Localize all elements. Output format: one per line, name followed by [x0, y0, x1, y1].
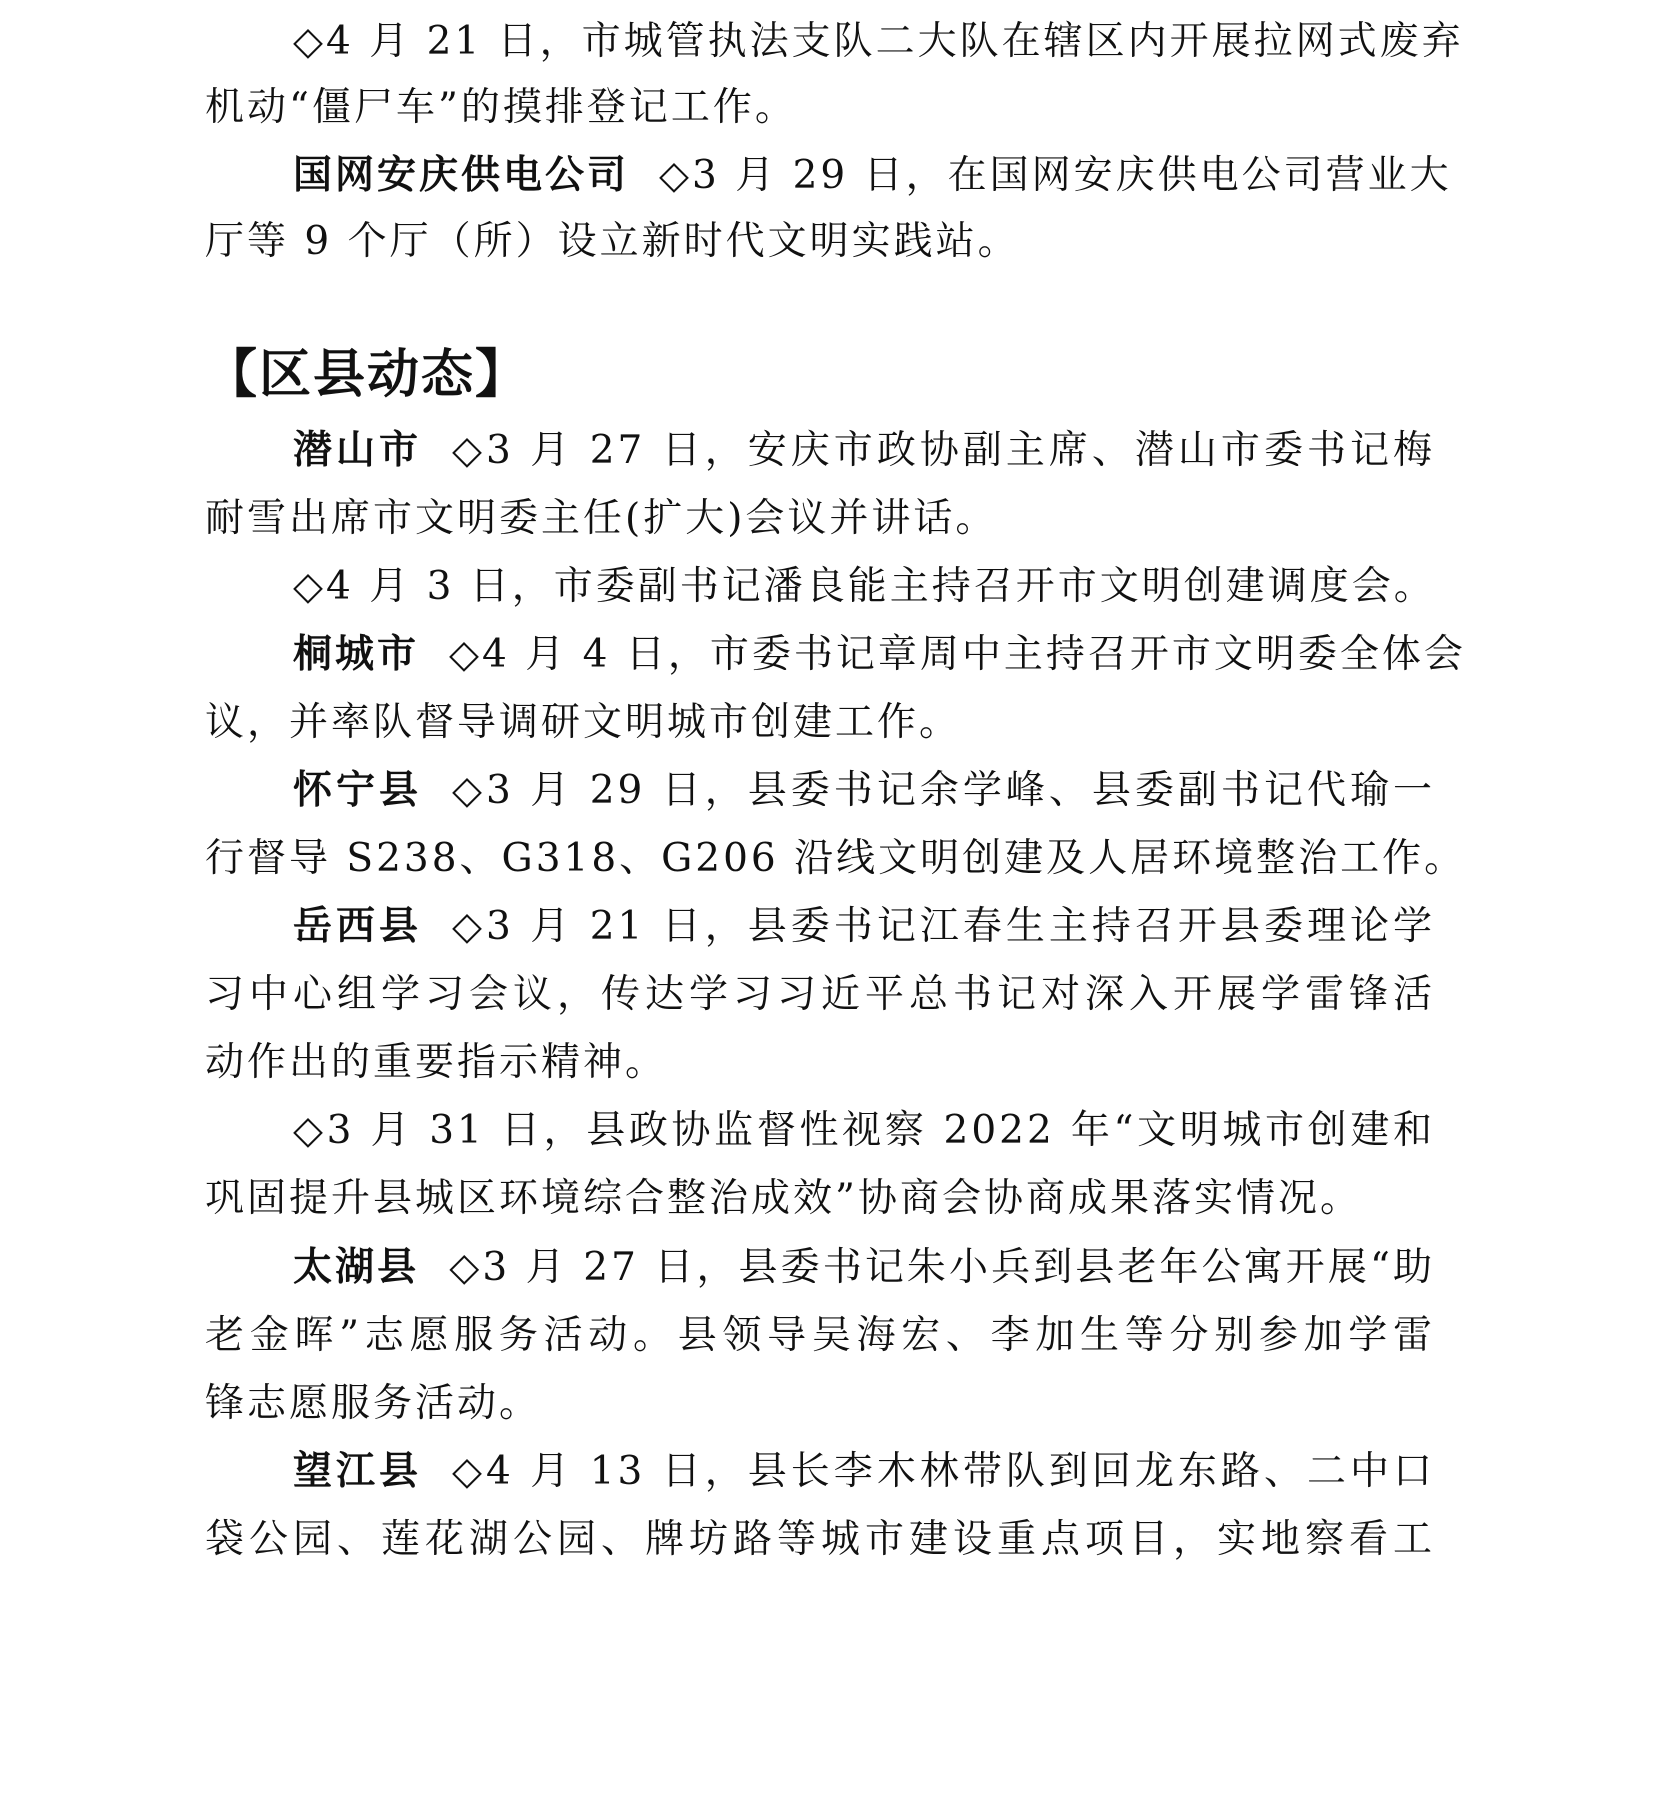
- paragraph-line: [205, 761, 1435, 821]
- paragraph-line: [205, 897, 1435, 957]
- paragraph-line: [205, 625, 1466, 685]
- paragraph-text: 厅等 9 个厅（所）设立新时代文明实践站。: [205, 219, 1020, 264]
- paragraph-text: 行督导 S238、G318、G206 沿线文明创建及人居环境整治工作。: [205, 836, 1467, 881]
- paragraph-line: [205, 693, 1435, 753]
- paragraph-text: ◇4 月 3 日，市委副书记潘良能主持召开市文明创建调度会。: [293, 564, 1436, 609]
- paragraph-line: [205, 1306, 1435, 1366]
- paragraph-line: [205, 1169, 1435, 1229]
- paragraph-text: ◇3 月 21 日，县委书记江春生主持召开县委理论学: [452, 904, 1435, 949]
- paragraph-text: ◇4 月 13 日，县长李木林带队到回龙东路、二中口: [452, 1449, 1435, 1494]
- paragraph-text: 老金晖”志愿服务活动。县领导吴海宏、李加生等分别参加学雷: [205, 1313, 1435, 1358]
- entry-label: 望江县: [293, 1449, 423, 1494]
- paragraph-text: 锋志愿服务活动。: [205, 1381, 542, 1426]
- entry-label: 桐城市: [293, 632, 420, 677]
- paragraph-line: [205, 1238, 1435, 1298]
- paragraph-text: ◇3 月 29 日，在国网安庆供电公司营业大: [659, 153, 1452, 198]
- paragraph-line: [205, 1374, 1435, 1434]
- paragraph-text: 动作出的重要指示精神。: [205, 1040, 668, 1085]
- paragraph-text: ◇3 月 31 日，县政协监督性视察 2022 年“文明城市创建和: [293, 1108, 1435, 1153]
- paragraph-text: 巩固提升县城区环境综合整治成效”协商会协商成果落实情况。: [205, 1176, 1362, 1221]
- entry-label: 国网安庆供电公司: [293, 153, 630, 198]
- paragraph-line: [205, 12, 1464, 72]
- paragraph-text: ◇3 月 27 日，县委书记朱小兵到县老年公寓开展“助: [449, 1245, 1435, 1290]
- paragraph-text: 袋公园、莲花湖公园、牌坊路等城市建设重点项目，实地察看工: [205, 1517, 1435, 1562]
- paragraph-line: [205, 1510, 1435, 1570]
- entry-label: 潜山市: [293, 428, 423, 473]
- paragraph-text: 机动“僵尸车”的摸排登记工作。: [205, 85, 797, 130]
- entry-label: 太湖县: [293, 1245, 420, 1290]
- paragraph-line: [205, 557, 1435, 617]
- paragraph-line: [205, 421, 1435, 481]
- paragraph-line: [205, 829, 1467, 889]
- paragraph-text: ◇4 月 21 日，市城管执法支队二大队在辖区内开展拉网式废弃: [293, 19, 1464, 64]
- paragraph-line: [205, 1101, 1435, 1161]
- paragraph-line: [205, 489, 1435, 549]
- paragraph-text: 耐雪出席市文明委主任(扩大)会议并讲话。: [205, 496, 998, 541]
- entry-label: 怀宁县: [293, 768, 423, 813]
- paragraph-line: [205, 965, 1435, 1025]
- entry-label: 岳西县: [293, 904, 423, 949]
- paragraph-text: 议，并率队督导调研文明城市创建工作。: [205, 700, 962, 745]
- paragraph-line: [205, 146, 1452, 206]
- paragraph-text: ◇3 月 27 日，安庆市政协副主席、潜山市委书记梅: [452, 428, 1435, 473]
- paragraph-line: [205, 78, 1435, 138]
- paragraph-text: 习中心组学习会议，传达学习习近平总书记对深入开展学雷锋活: [205, 972, 1435, 1017]
- paragraph-line: [205, 212, 1435, 272]
- paragraph-text: ◇4 月 4 日，市委书记章周中主持召开市文明委全体会: [449, 632, 1466, 677]
- paragraph-line: [205, 1033, 1435, 1093]
- paragraph-text: ◇3 月 29 日，县委书记余学峰、县委副书记代瑜一: [452, 768, 1435, 813]
- paragraph-line: [205, 1442, 1435, 1502]
- section-title: 【区县动态】: [205, 345, 530, 405]
